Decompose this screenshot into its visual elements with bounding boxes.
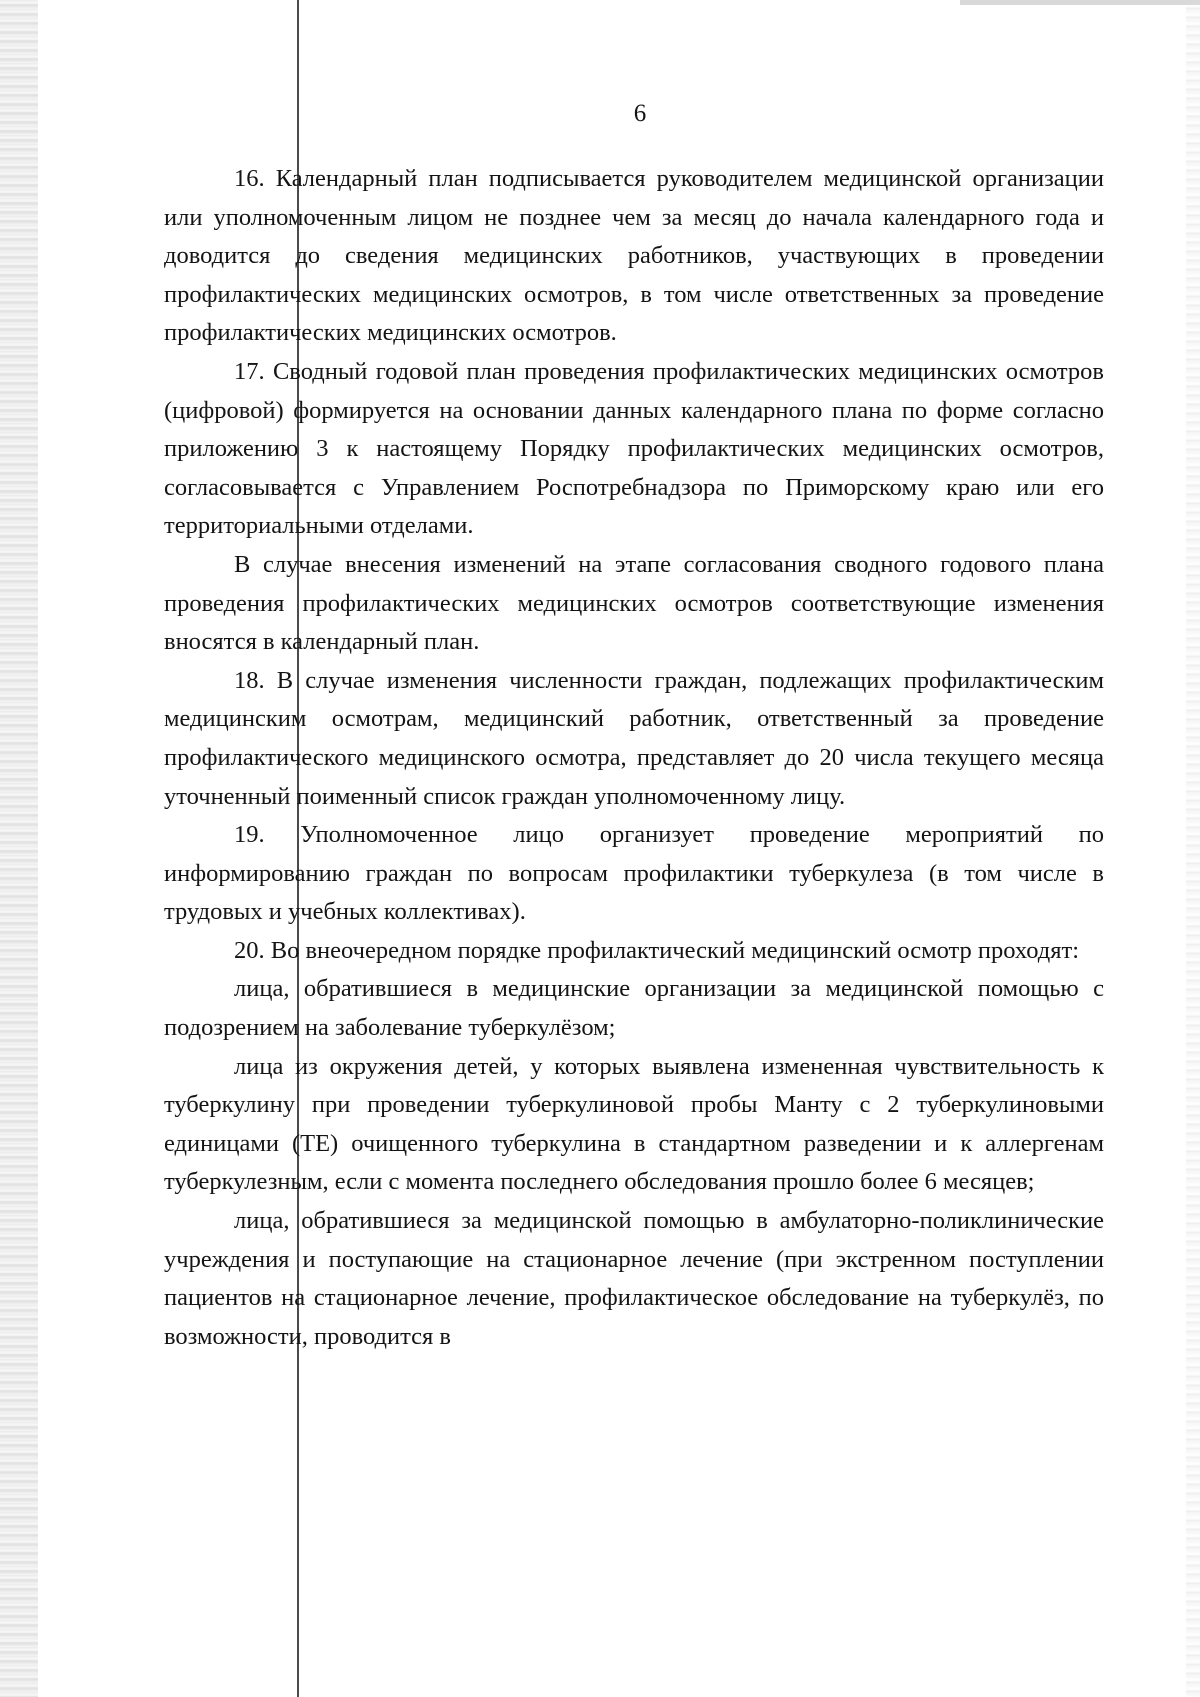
paragraph-18: 18. В случае изменения численности граждан, подлежащих профилактическим медицинским осмотрам, медицинский работник, ответственный за проведение профилактического медицинского осмотра, представляет до 20 числа текущего месяца уточненный поименный список граждан уполномоченному лицу. xyxy=(164,666,1104,810)
document-body xyxy=(164,160,1104,1356)
paragraph-19: 19. Уполномоченное лицо организует проведение мероприятий по информированию граждан по вопросам профилактики туберкулеза (в том числе в трудовых и учебных коллективах). xyxy=(164,821,1104,926)
paragraph-20-item-2: лица из окружения детей, у которых выявлена измененная чувствительность к туберкулину при проведении туберкулиновой пробы Манту с 2 туберкулиновыми единицами (ТЕ) очищенного туберкулина в стандартном разведении и к аллергенам туберкулезным, если с момента последнего обследования прошло более 6 месяцев; xyxy=(164,1052,1104,1196)
paragraph-20-item-3: лица, обратившиеся за медицинской помощью в амбулаторно-поликлинические учреждения и поступающие на стационарное лечение (при экстренном поступлении пациентов на стационарное лечение, профилактическое обследование на туберкулёз, по возможности, проводится в xyxy=(164,1207,1104,1350)
scan-left-edge xyxy=(0,0,38,1697)
paragraph-17: 17. Сводный годовой план проведения профилактических медицинских осмотров (цифровой) формируется на основании данных календарного плана по форме согласно приложению 3 к настоящему Порядку профилактических медицинских осмотров, согласовывается с Управлением Роспотребнадзора по Приморскому краю или его территориальными отделами. xyxy=(164,357,1104,540)
page-number: 6 xyxy=(633,100,647,127)
paragraph-20-item-1: лица, обратившиеся в медицинские организации за медицинской помощью с подозрением на заболевание туберкулёзом; xyxy=(164,975,1104,1042)
scan-top-edge xyxy=(960,0,1200,5)
paragraph-20: 20. Во внеочередном порядке профилактический медицинский осмотр проходят: xyxy=(234,936,1080,964)
paragraph-16: 16. Календарный план подписывается руководителем медицинской организации или уполномоченным лицом не позднее чем за месяц до начала календарного года и доводится до сведения медицинских работников, участвующих в проведении профилактических медицинских осмотров, в том числе ответственных за проведение профилактических медицинских осмотров. xyxy=(164,165,1104,347)
scan-right-edge xyxy=(1186,0,1200,1697)
paragraph-17-changes: В случае внесения изменений на этапе согласования сводного годового плана проведения профилактических медицинских осмотров соответствующие изменения вносятся в календарный план. xyxy=(164,550,1104,656)
